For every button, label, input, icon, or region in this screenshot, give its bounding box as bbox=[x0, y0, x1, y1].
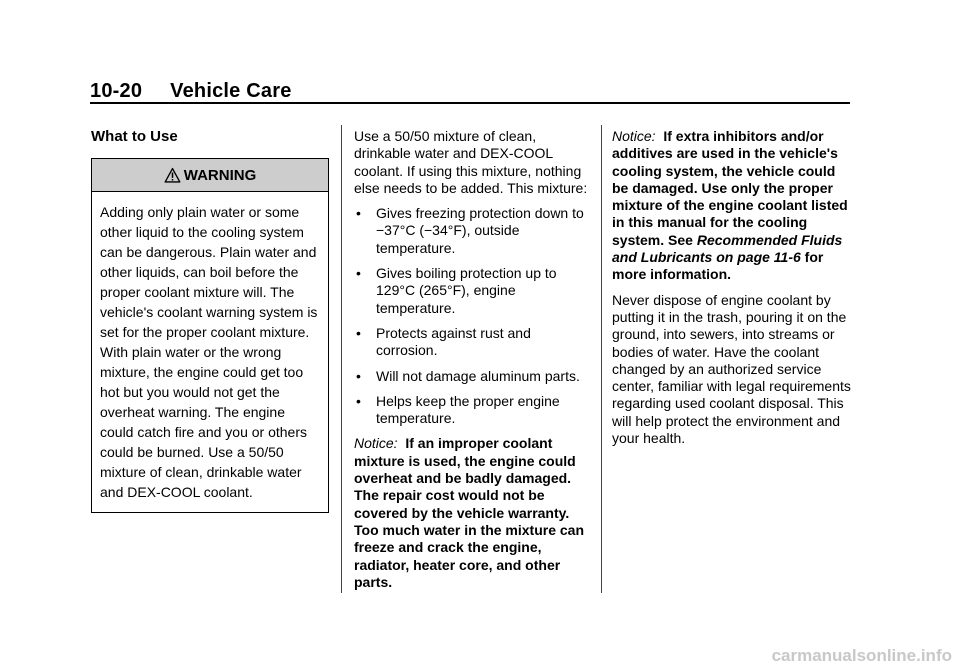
disposal-paragraph: Never dispose of engine coolant by putting it in the trash, pouring it on the ground, into sewers, into streams or bodies of water. Have the coolant changed by an authorized service center, familiar with legal requirements regarding used coolant disposal. This will help protect the environment and your health. bbox=[612, 291, 851, 447]
notice-label: Notice: bbox=[612, 128, 656, 144]
what-to-use-heading: What to Use bbox=[91, 128, 178, 145]
header-rule bbox=[90, 102, 850, 104]
cross-reference-link[interactable]: Recommended Fluids and Lubricants on page 11-6 bbox=[612, 231, 843, 266]
bullet-icon: • bbox=[356, 205, 361, 222]
column-3 bbox=[612, 128, 852, 455]
watermark: carmanualsonline.info bbox=[771, 646, 952, 665]
notice-text: If an improper coolant mixture is used, the engine could overheat and be badly damaged. The repair cost would not be covered by the vehicle warranty. Too much water in the mixture can freeze and crack the engine, radiator, heater core, and other parts. bbox=[354, 435, 585, 590]
bullet-icon: • bbox=[356, 367, 361, 384]
list-item: • Will not damage aluminum parts. bbox=[356, 367, 580, 384]
warning-label: WARNING bbox=[183, 166, 257, 184]
section-title: Vehicle Care bbox=[170, 80, 292, 102]
bullet-icon: • bbox=[356, 392, 361, 409]
column-2 bbox=[354, 128, 591, 599]
column-divider-2 bbox=[601, 125, 602, 593]
warning-text: Adding only plain water or some other liquid to the cooling system can be dangerous. Plain water and other liquids, can boil before the proper coolant mixture will. The vehicle's coolant warning system is set for the proper coolant mixture. With plain water or the wrong mixture, the engine could get too hot but you would not get the overheat warning. The engine could catch fire and you or others could be burned. Use a 50/50 mixture of clean, drinkable water and DEX-COOL coolant. bbox=[100, 204, 318, 501]
list-item: • Protects against rust and corrosion. bbox=[356, 324, 531, 359]
mixture-intro: Use a 50/50 mixture of clean, drinkable water and DEX-COOL coolant. If using this mixture, nothing else needs to be added. This mixture: bbox=[354, 128, 588, 196]
notice-text: If extra inhibitors and/or additives are used in the vehicle's cooling system, the vehicle could be damaged. Use only the proper mixture of the engine coolant listed in this manual for the cooling system. See bbox=[612, 128, 848, 248]
bullet-icon: • bbox=[356, 265, 361, 282]
notice-label: Notice: bbox=[354, 435, 398, 452]
page-number: 10-20 bbox=[90, 80, 143, 102]
list-item: • Gives boiling protection up to 129°C (265°F), engine temperature. bbox=[356, 265, 557, 316]
column-1 bbox=[91, 128, 329, 513]
notice-inhibitors bbox=[612, 128, 852, 284]
notice-tail: for more information. bbox=[612, 249, 824, 283]
warning-header bbox=[92, 159, 328, 192]
warning-triangle-icon bbox=[164, 167, 181, 184]
mixture-benefits-list bbox=[354, 205, 591, 427]
notice-improper-mixture bbox=[354, 435, 591, 591]
bullet-icon: • bbox=[356, 324, 361, 341]
list-item: • Helps keep the proper engine temperature. bbox=[356, 392, 560, 427]
list-item: • Gives freezing protection down to −37°C (−34°F), outside temperature. bbox=[356, 205, 584, 256]
page-header bbox=[90, 80, 292, 103]
warning-box bbox=[91, 158, 329, 513]
column-divider-1 bbox=[341, 125, 342, 593]
